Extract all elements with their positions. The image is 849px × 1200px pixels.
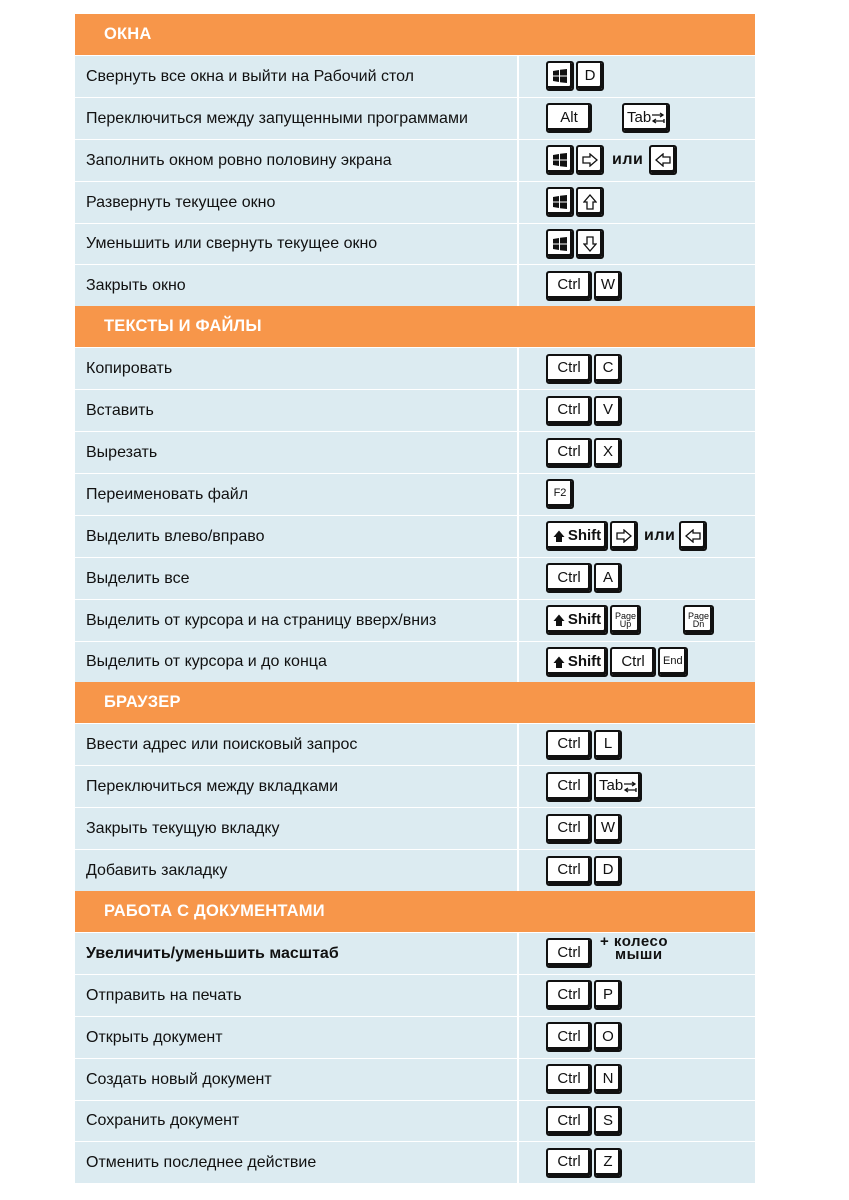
windows-key	[546, 145, 574, 175]
shortcut-description: Закрыть текущую вкладку	[75, 808, 517, 849]
shortcut-row	[75, 97, 755, 139]
shortcut-keys	[519, 182, 755, 223]
mouse-wheel-text: + колесо мыши	[600, 933, 669, 964]
shortcut-keys	[519, 724, 755, 765]
ctrl-key: Ctrl	[546, 938, 592, 968]
or-separator: или	[644, 527, 676, 545]
tab-key: Tab	[594, 772, 642, 802]
shortcut-row	[75, 139, 755, 181]
ctrl-key: Ctrl	[546, 772, 592, 802]
shortcut-description: Вставить	[75, 390, 517, 431]
shortcut-row	[75, 723, 755, 765]
shortcut-row	[75, 347, 755, 389]
shortcut-row	[75, 974, 755, 1016]
windows-logo-icon	[552, 68, 568, 84]
alt-key: Alt	[546, 103, 592, 133]
right-arrow-key	[610, 521, 638, 551]
windows-logo-icon	[552, 194, 568, 210]
shortcut-description: Выделить от курсора и на страницу вверх/вниз	[75, 600, 517, 641]
section-header-documents: РАБОТА С ДОКУМЕНТАМИ	[75, 891, 755, 932]
ctrl-key: Ctrl	[546, 563, 592, 593]
windows-key	[546, 229, 574, 259]
shortcut-description: Выделить влево/вправо	[75, 516, 517, 557]
shortcut-description: Увеличить/уменьшить масштаб	[75, 933, 517, 974]
arrow-left-icon	[685, 529, 701, 543]
ctrl-key: Ctrl	[546, 1022, 592, 1052]
left-arrow-key	[679, 521, 707, 551]
shortcut-description: Выделить все	[75, 558, 517, 599]
shortcut-keys	[519, 933, 755, 974]
shortcut-row	[75, 1141, 755, 1183]
arrow-up-icon	[583, 194, 597, 210]
shortcut-keys	[519, 850, 755, 891]
windows-logo-icon	[552, 152, 568, 168]
section-header-windows: ОКНА	[75, 14, 755, 55]
shortcut-description: Добавить закладку	[75, 850, 517, 891]
shortcut-keys	[519, 98, 755, 139]
o-key: O	[594, 1022, 622, 1052]
shortcut-row	[75, 55, 755, 97]
w-key: W	[594, 814, 622, 844]
shortcut-keys	[519, 348, 755, 389]
shortcut-row	[75, 557, 755, 599]
shortcut-description: Развернуть текущее окно	[75, 182, 517, 223]
shortcut-keys	[519, 1059, 755, 1100]
shortcut-row	[75, 181, 755, 223]
shortcut-row	[75, 932, 755, 974]
end-key: End	[658, 647, 688, 677]
shortcut-description: Отправить на печать	[75, 975, 517, 1016]
shortcut-keys	[519, 474, 755, 515]
section-header-texts-files: ТЕКСТЫ И ФАЙЛЫ	[75, 306, 755, 347]
shortcut-row	[75, 807, 755, 849]
shortcut-description: Закрыть окно	[75, 265, 517, 306]
ctrl-key: Ctrl	[546, 438, 592, 468]
shortcut-keys	[519, 600, 755, 641]
shortcut-description: Сохранить документ	[75, 1101, 517, 1142]
shortcut-keys	[519, 390, 755, 431]
shortcut-description: Выделить от курсора и до конца	[75, 642, 517, 683]
x-key: X	[594, 438, 622, 468]
shortcut-row	[75, 264, 755, 306]
shortcut-row	[75, 223, 755, 265]
arrow-down-icon	[583, 236, 597, 252]
shortcut-description: Отменить последнее действие	[75, 1142, 517, 1183]
shortcut-row	[75, 765, 755, 807]
ctrl-key: Ctrl	[546, 354, 592, 384]
shortcut-keys	[519, 56, 755, 97]
shortcut-description: Свернуть все окна и выйти на Рабочий стол	[75, 56, 517, 97]
shortcut-description: Заполнить окном ровно половину экрана	[75, 140, 517, 181]
shortcut-keys	[519, 975, 755, 1016]
shortcut-description: Создать новый документ	[75, 1059, 517, 1100]
shift-arrow-icon	[553, 614, 565, 627]
shortcut-description: Ввести адрес или поисковый запрос	[75, 724, 517, 765]
ctrl-key: Ctrl	[546, 1148, 592, 1178]
arrow-right-icon	[582, 153, 598, 167]
up-arrow-key	[576, 187, 604, 217]
shift-arrow-icon	[553, 530, 565, 543]
shift-arrow-icon	[553, 656, 565, 669]
page-up-key: Page Up	[610, 605, 641, 635]
shortcut-keys	[519, 265, 755, 306]
shortcut-row	[75, 389, 755, 431]
ctrl-key: Ctrl	[546, 980, 592, 1010]
shortcut-row	[75, 1100, 755, 1142]
shortcut-description: Вырезать	[75, 432, 517, 473]
shortcut-keys	[519, 140, 755, 181]
or-separator: или	[612, 151, 644, 169]
shift-key: Shift	[546, 647, 608, 677]
shortcut-keys	[519, 642, 755, 683]
left-arrow-key	[649, 145, 677, 175]
z-key: Z	[594, 1148, 622, 1178]
windows-logo-icon	[552, 236, 568, 252]
ctrl-key: Ctrl	[546, 1064, 592, 1094]
shortcut-row	[75, 641, 755, 683]
shortcut-keys	[519, 224, 755, 265]
ctrl-key: Ctrl	[610, 647, 656, 677]
n-key: N	[594, 1064, 622, 1094]
shortcut-row	[75, 599, 755, 641]
ctrl-key: Ctrl	[546, 730, 592, 760]
shortcut-keys	[519, 1017, 755, 1058]
p-key: P	[594, 980, 622, 1010]
page-down-key: Page Dn	[683, 605, 714, 635]
shortcut-description: Уменьшить или свернуть текущее окно	[75, 224, 517, 265]
shortcut-keys	[519, 1142, 755, 1183]
right-arrow-key	[576, 145, 604, 175]
arrow-right-icon	[616, 529, 632, 543]
w-key: W	[594, 271, 622, 301]
windows-key	[546, 61, 574, 91]
f2-key: F2	[546, 479, 574, 509]
down-arrow-key	[576, 229, 604, 259]
shortcut-row	[75, 431, 755, 473]
shortcut-keys	[519, 1101, 755, 1142]
ctrl-key: Ctrl	[546, 271, 592, 301]
tab-arrows-icon	[651, 112, 665, 124]
l-key: L	[594, 730, 622, 760]
s-key: S	[594, 1106, 622, 1136]
tab-key: Tab	[622, 103, 670, 133]
ctrl-key: Ctrl	[546, 814, 592, 844]
arrow-left-icon	[655, 153, 671, 167]
shortcut-description: Переименовать файл	[75, 474, 517, 515]
ctrl-key: Ctrl	[546, 1106, 592, 1136]
ctrl-key: Ctrl	[546, 856, 592, 886]
d-key: D	[594, 856, 622, 886]
shortcut-row	[75, 849, 755, 891]
d-key: D	[576, 61, 604, 91]
v-key: V	[594, 396, 622, 426]
shortcut-row	[75, 473, 755, 515]
windows-key	[546, 187, 574, 217]
shortcut-keys	[519, 432, 755, 473]
ctrl-key: Ctrl	[546, 396, 592, 426]
tab-arrows-icon	[623, 781, 637, 793]
shortcut-row	[75, 1058, 755, 1100]
shortcut-row	[75, 1016, 755, 1058]
section-header-browser: БРАУЗЕР	[75, 682, 755, 723]
shortcut-row	[75, 515, 755, 557]
shortcut-keys	[519, 766, 755, 807]
a-key: A	[594, 563, 622, 593]
shortcuts-sheet	[75, 14, 755, 1183]
shortcut-description: Переключиться между запущенными программами	[75, 98, 517, 139]
shift-key: Shift	[546, 605, 608, 635]
c-key: C	[594, 354, 622, 384]
shortcut-description: Открыть документ	[75, 1017, 517, 1058]
shortcut-keys	[519, 808, 755, 849]
shift-key: Shift	[546, 521, 608, 551]
shortcut-keys	[519, 516, 755, 557]
shortcut-description: Переключиться между вкладками	[75, 766, 517, 807]
shortcut-keys	[519, 558, 755, 599]
shortcut-description: Копировать	[75, 348, 517, 389]
